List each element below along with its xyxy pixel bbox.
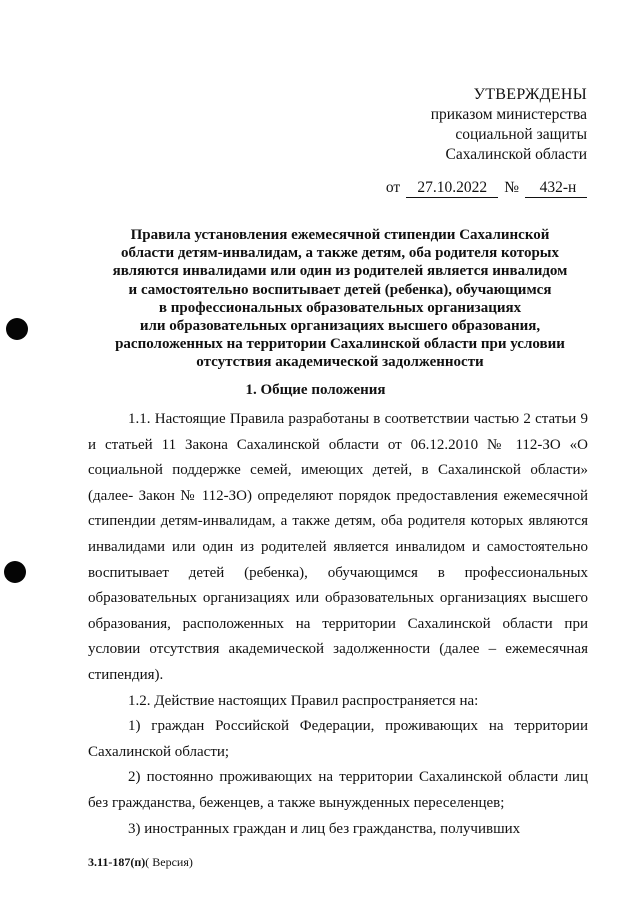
title-line: в профессиональных образовательных организациях [158, 299, 522, 316]
footer-code: 3.11-187(п) [88, 855, 146, 869]
list-item-3: 3) иностранных граждан и лиц без гражданства, получивших [128, 820, 521, 837]
title-line: области детям-инвалидам, а также детям, оба родителя которых [120, 245, 560, 262]
title-line: являются инвалидами или один из родителей является инвалидом [112, 263, 568, 280]
section-heading: 1. Общие положения [245, 382, 386, 398]
punch-hole-upper [6, 318, 28, 340]
paragraph-1-2: 1.2. Действие настоящих Правил распространяется на: [128, 692, 479, 709]
number-prefix: № [504, 179, 519, 196]
order-date: 27.10.2022 [406, 179, 498, 198]
list-item-2: 2) постоянно проживающих на территории Сахалинской области лиц без гражданства, беженцев, а также вынужденных переселенцев; [88, 769, 588, 811]
document-footer [88, 855, 193, 870]
order-number: 432-н [525, 179, 587, 198]
approval-line-2: социальной защиты [455, 126, 587, 143]
title-line: или образовательных организациях высшего образования, [139, 318, 541, 335]
paragraph-1-1: 1.1. Настоящие Правила разработаны в соответствии частью 2 статьи 9 и статьей 11 Закона Сахалинской области от 06.12.2010 № 112-ЗО «О социальной поддержке семей, имеющих детей, в Сахалинской области» (далее- Закон № 112-ЗО) определяют порядок предоставления ежемесячной стипендии детям-инвалидам, а также детям, оба родителя которых являются инвалидами или один из родителей является инвалидом и самостоятельно воспитывает детей (ребенка), обучающимся в профессиональных образовательных организациях или образовательных организациях высшего образования, расположенных на территории Сахалинской области при условии отсутствия академической задолженности (далее – ежемесячная стипендия). [88, 411, 588, 683]
title-line: и самостоятельно воспитывает детей (ребенка), обучающимся [128, 281, 552, 298]
list-item-1: 1) граждан Российской Федерации, проживающих на территории Сахалинской области; [88, 718, 588, 760]
approval-title: УТВЕРЖДЕНЫ [473, 86, 587, 103]
title-line: расположенных на территории Сахалинской области при условии [115, 336, 565, 353]
document-body [88, 407, 588, 842]
order-date-number [386, 178, 587, 198]
punch-hole-lower [4, 561, 26, 583]
document-title [100, 226, 580, 372]
date-prefix: от [385, 179, 401, 196]
approval-line-3: Сахалинской области [445, 146, 587, 163]
approval-line-1: приказом министерства [430, 106, 587, 123]
title-line: Правила установления ежемесячной стипендии Сахалинской [130, 227, 550, 243]
approval-stamp [386, 85, 587, 198]
footer-version: ( Версия) [145, 855, 193, 869]
title-line: отсутствия академической задолженности [196, 354, 484, 371]
